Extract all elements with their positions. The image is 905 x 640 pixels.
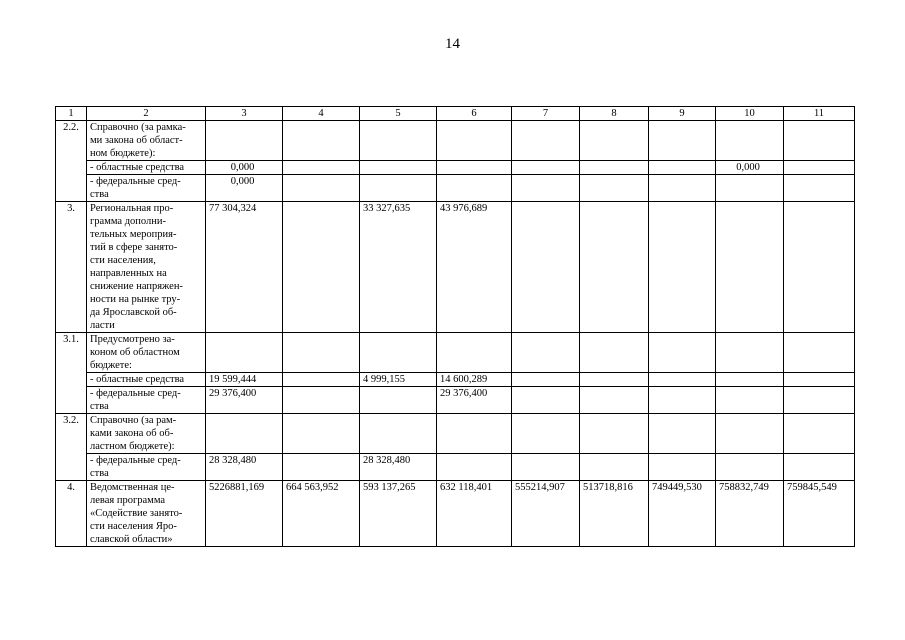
value-cell xyxy=(512,333,580,373)
value-cell xyxy=(283,161,360,175)
value-cell xyxy=(580,161,649,175)
table-row xyxy=(56,121,855,161)
value-cell: 28 328,480 xyxy=(206,454,283,481)
value-cell xyxy=(649,175,716,202)
value-cell xyxy=(784,454,855,481)
table-row xyxy=(56,481,855,547)
column-header: 2 xyxy=(87,107,206,121)
value-cell xyxy=(649,454,716,481)
value-cell xyxy=(283,387,360,414)
value-cell xyxy=(512,202,580,333)
value-cell xyxy=(283,175,360,202)
budget-table xyxy=(55,106,855,547)
value-cell xyxy=(360,175,437,202)
table-row xyxy=(56,161,855,175)
value-cell xyxy=(580,387,649,414)
value-cell xyxy=(649,202,716,333)
value-cell: 0,000 xyxy=(716,161,784,175)
row-description: - федеральные сред- ства xyxy=(87,454,206,481)
column-header: 5 xyxy=(360,107,437,121)
value-cell xyxy=(437,121,512,161)
value-cell xyxy=(784,414,855,454)
value-cell xyxy=(360,387,437,414)
value-cell xyxy=(716,387,784,414)
column-header: 7 xyxy=(512,107,580,121)
value-cell xyxy=(716,414,784,454)
row-description: - федеральные сред- ства xyxy=(87,175,206,202)
value-cell xyxy=(580,414,649,454)
value-cell: 43 976,689 xyxy=(437,202,512,333)
value-cell xyxy=(283,414,360,454)
value-cell xyxy=(784,387,855,414)
value-cell xyxy=(716,454,784,481)
value-cell xyxy=(580,121,649,161)
value-cell xyxy=(784,121,855,161)
value-cell: 513718,816 xyxy=(580,481,649,547)
value-cell xyxy=(512,373,580,387)
row-number: 2.2. xyxy=(56,121,87,202)
value-cell: 19 599,444 xyxy=(206,373,283,387)
value-cell xyxy=(512,414,580,454)
value-cell xyxy=(437,333,512,373)
value-cell xyxy=(580,373,649,387)
value-cell xyxy=(784,175,855,202)
value-cell xyxy=(716,333,784,373)
column-header: 9 xyxy=(649,107,716,121)
column-header: 11 xyxy=(784,107,855,121)
column-header: 4 xyxy=(283,107,360,121)
value-cell: 28 328,480 xyxy=(360,454,437,481)
value-cell xyxy=(206,414,283,454)
value-cell: 0,000 xyxy=(206,161,283,175)
value-cell: 14 600,289 xyxy=(437,373,512,387)
value-cell: 664 563,952 xyxy=(283,481,360,547)
table-row xyxy=(56,175,855,202)
table-row xyxy=(56,387,855,414)
value-cell xyxy=(283,333,360,373)
row-description: Справочно (за рам- ками закона об об- ластном бюджете): xyxy=(87,414,206,454)
table-body xyxy=(56,107,855,547)
value-cell: 632 118,401 xyxy=(437,481,512,547)
row-description: - областные средства xyxy=(87,373,206,387)
value-cell xyxy=(784,161,855,175)
value-cell xyxy=(360,121,437,161)
table-row xyxy=(56,414,855,454)
row-description: Предусмотрено за- коном об областном бюджете: xyxy=(87,333,206,373)
value-cell: 4 999,155 xyxy=(360,373,437,387)
value-cell xyxy=(512,161,580,175)
value-cell xyxy=(649,373,716,387)
value-cell xyxy=(360,333,437,373)
value-cell xyxy=(649,414,716,454)
value-cell: 29 376,400 xyxy=(437,387,512,414)
value-cell xyxy=(716,121,784,161)
value-cell: 29 376,400 xyxy=(206,387,283,414)
value-cell xyxy=(784,373,855,387)
value-cell: 593 137,265 xyxy=(360,481,437,547)
value-cell xyxy=(283,121,360,161)
value-cell: 555214,907 xyxy=(512,481,580,547)
value-cell xyxy=(360,414,437,454)
value-cell xyxy=(649,333,716,373)
value-cell: 759845,549 xyxy=(784,481,855,547)
value-cell xyxy=(283,373,360,387)
column-header: 1 xyxy=(56,107,87,121)
table-row xyxy=(56,333,855,373)
value-cell xyxy=(580,333,649,373)
table-row xyxy=(56,373,855,387)
value-cell xyxy=(283,202,360,333)
value-cell: 5226881,169 xyxy=(206,481,283,547)
value-cell xyxy=(512,175,580,202)
row-number: 4. xyxy=(56,481,87,547)
value-cell: 758832,749 xyxy=(716,481,784,547)
row-description: - областные средства xyxy=(87,161,206,175)
value-cell xyxy=(649,387,716,414)
table-row xyxy=(56,202,855,333)
row-number: 3.1. xyxy=(56,333,87,414)
value-cell xyxy=(437,414,512,454)
value-cell: 0,000 xyxy=(206,175,283,202)
column-header: 8 xyxy=(580,107,649,121)
value-cell xyxy=(206,333,283,373)
row-description: Ведомственная це- левая программа «Содействие занято- сти населения Яро- славской области» xyxy=(87,481,206,547)
value-cell xyxy=(649,161,716,175)
value-cell xyxy=(512,387,580,414)
row-description: Справочно (за рамка- ми закона об област- ном бюджете): xyxy=(87,121,206,161)
value-cell xyxy=(437,454,512,481)
value-cell xyxy=(580,175,649,202)
value-cell xyxy=(784,202,855,333)
value-cell xyxy=(580,202,649,333)
row-number: 3. xyxy=(56,202,87,333)
value-cell xyxy=(206,121,283,161)
row-description: Региональная про- грамма дополни- тельных мероприя- тий в сфере занято- сти населения, направленных на снижение напряжен- ности на рынке тру- да Ярославской об- ласти xyxy=(87,202,206,333)
row-description: - федеральные сред- ства xyxy=(87,387,206,414)
value-cell xyxy=(360,161,437,175)
value-cell xyxy=(512,121,580,161)
value-cell xyxy=(580,454,649,481)
value-cell: 33 327,635 xyxy=(360,202,437,333)
value-cell xyxy=(437,161,512,175)
header-row xyxy=(56,107,855,121)
column-header: 3 xyxy=(206,107,283,121)
value-cell xyxy=(716,202,784,333)
column-header: 10 xyxy=(716,107,784,121)
table-row xyxy=(56,454,855,481)
value-cell: 77 304,324 xyxy=(206,202,283,333)
page-number: 14 xyxy=(445,36,460,52)
value-cell xyxy=(512,454,580,481)
value-cell xyxy=(437,175,512,202)
value-cell xyxy=(649,121,716,161)
column-header: 6 xyxy=(437,107,512,121)
value-cell: 749449,530 xyxy=(649,481,716,547)
value-cell xyxy=(716,373,784,387)
value-cell xyxy=(784,333,855,373)
value-cell xyxy=(283,454,360,481)
value-cell xyxy=(716,175,784,202)
row-number: 3.2. xyxy=(56,414,87,481)
